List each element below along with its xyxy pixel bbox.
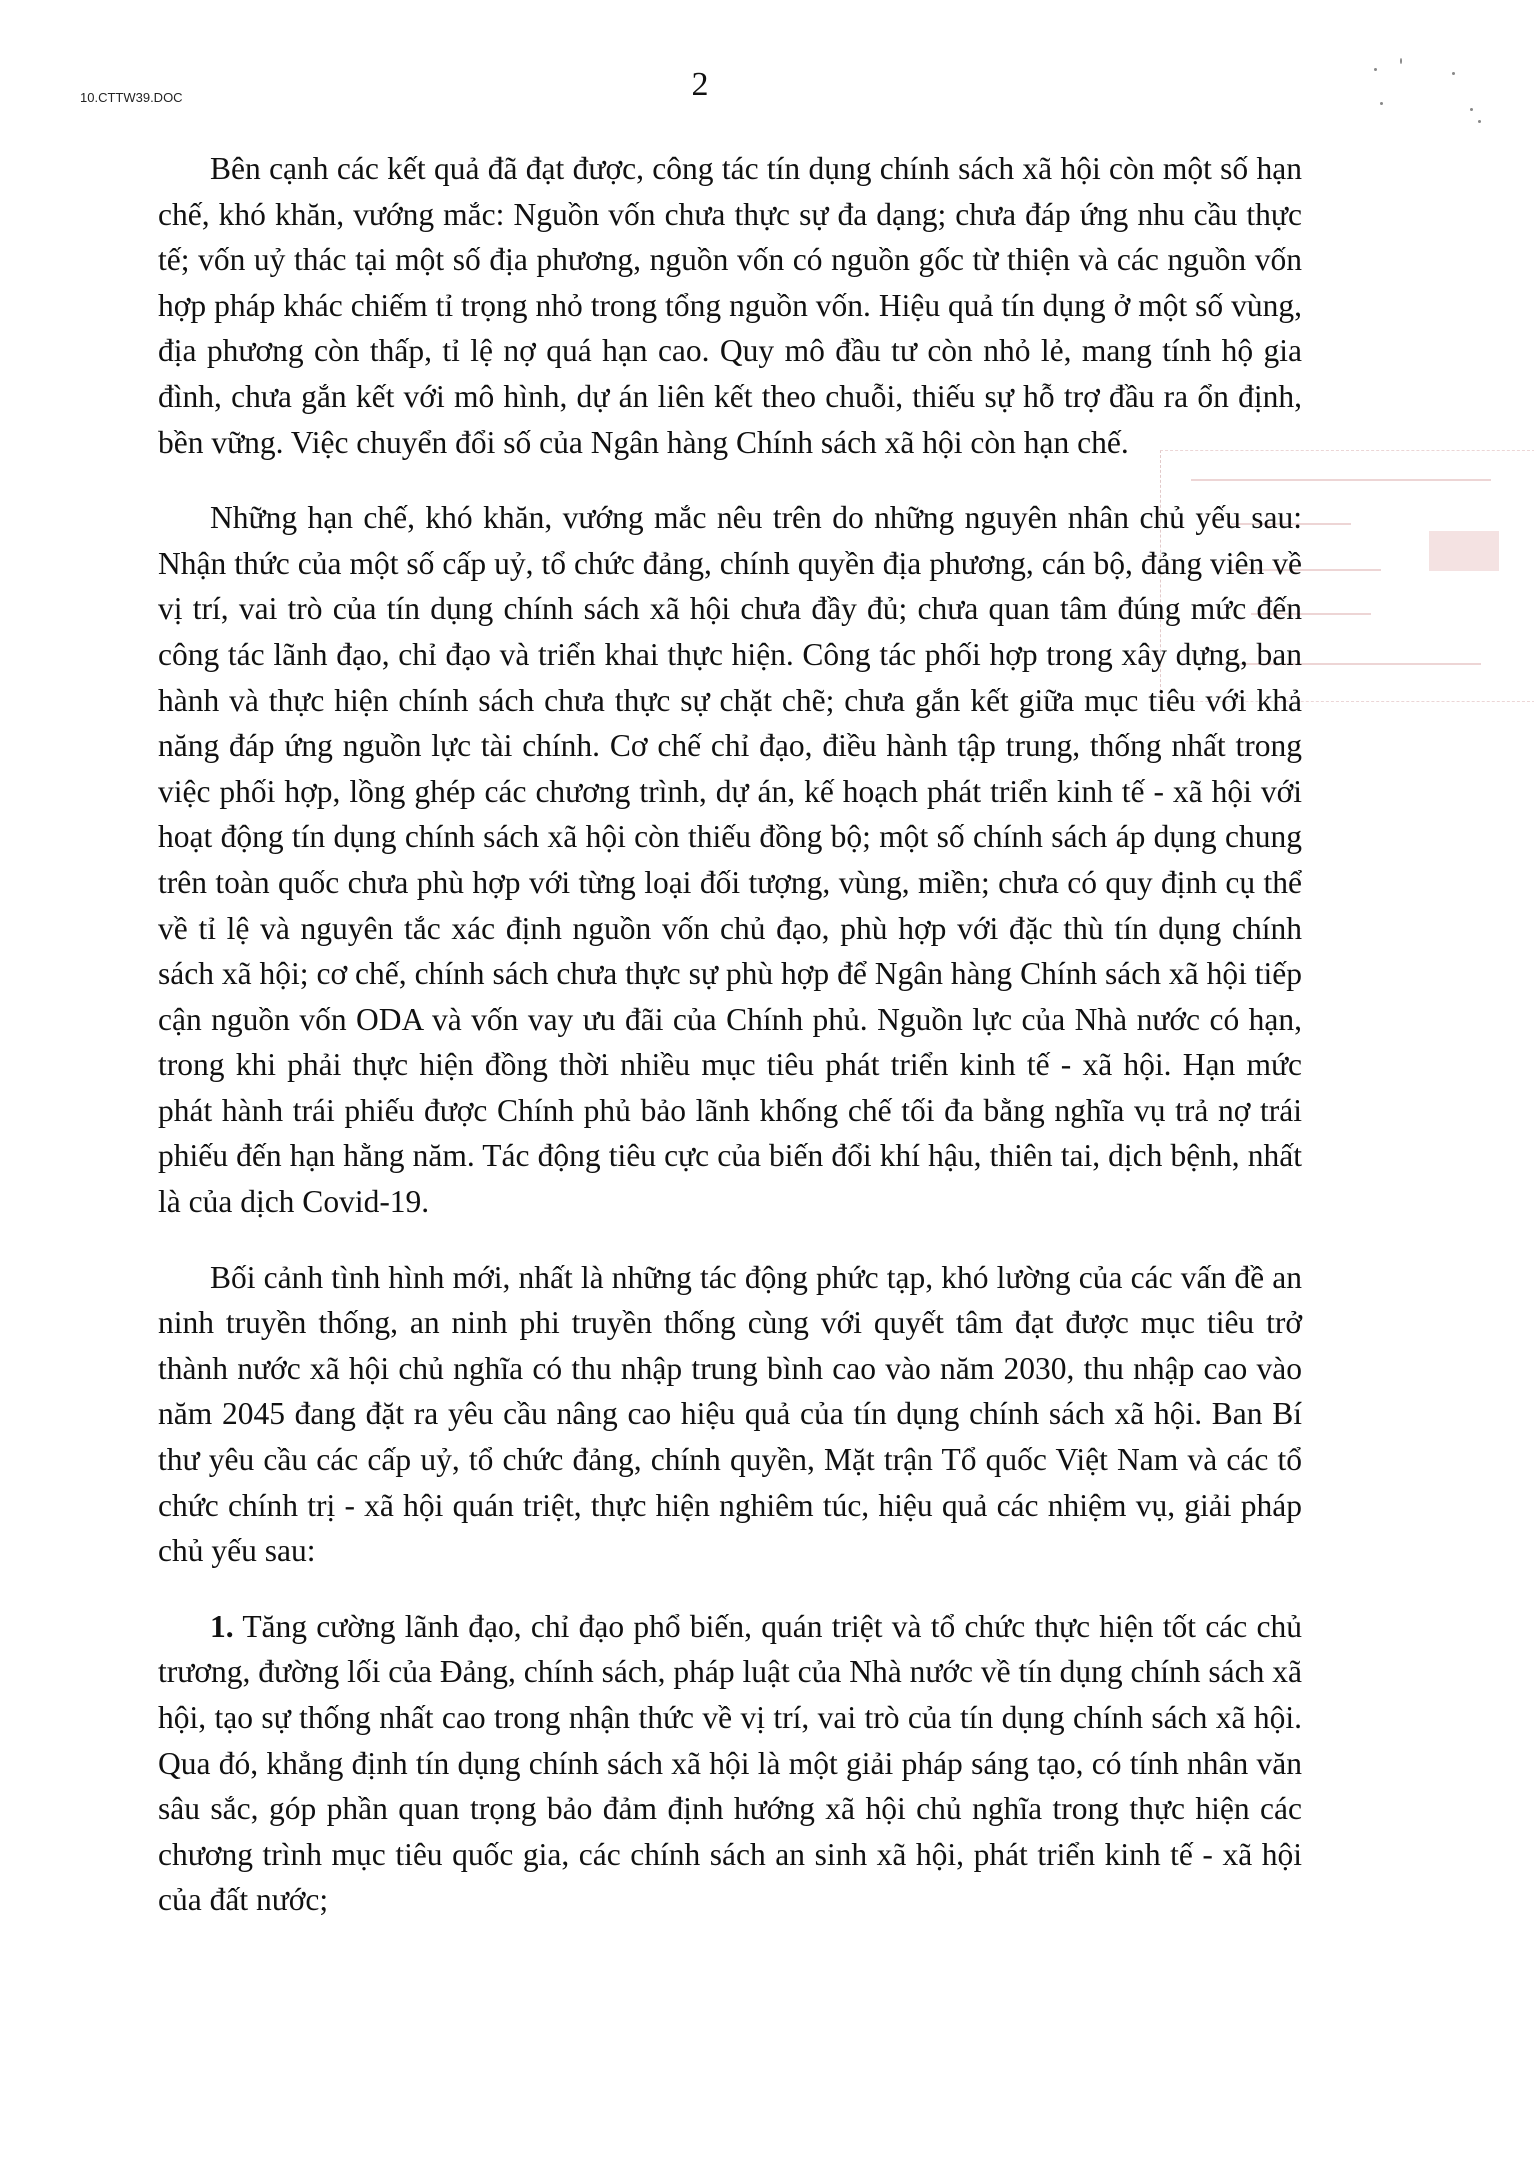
task-item-1-number: 1.: [210, 1608, 234, 1644]
page-number: 2: [691, 66, 709, 103]
paragraph-context: Bối cảnh tình hình mới, nhất là những tác động phức tạp, khó lường của các vấn đề an ninh truyền thống, an ninh phi truyền thống cùng với quyết tâm đạt được mục tiêu trở thành nước xã hội chủ nghĩa có thu nhập trung bình cao vào năm 2030, thu nhập cao vào năm 2045 đang đặt ra yêu cầu nâng cao hiệu quả của tín dụng chính sách xã hội. Ban Bí thư yêu cầu các cấp uỷ, tổ chức đảng, chính quyền, Mặt trận Tổ quốc Việt Nam và các tổ chức chính trị - xã hội quán triệt, thực hiện nghiêm túc, hiệu quả các nhiệm vụ, giải pháp chủ yếu sau:: [158, 1259, 1302, 1569]
task-item-1-text: Tăng cường lãnh đạo, chỉ đạo phổ biến, quán triệt và tổ chức thực hiện tốt các chủ trương, đường lối của Đảng, chính sách, pháp luật của Nhà nước về tín dụng chính sách xã hội, tạo sự thống nhất cao trong nhận thức về vị trí, vai trò của tín dụng chính sách xã hội. Qua đó, khẳng định tín dụng chính sách xã hội là một giải pháp sáng tạo, có tính nhân văn sâu sắc, góp phần quan trọng bảo đảm định hướng xã hội chủ nghĩa trong thực hiện các chương trình mục tiêu quốc gia, các chính sách an sinh xã hội, phát triển kinh tế - xã hội của đất nước;: [158, 1608, 1302, 1918]
paragraph-causes: Những hạn chế, khó khăn, vướng mắc nêu trên do những nguyên nhân chủ yếu sau: Nhận thức của một số cấp uỷ, tổ chức đảng, chính quyền địa phương, cán bộ, đảng viên về vị trí, vai trò của tín dụng chính sách xã hội chưa đầy đủ; chưa quan tâm đúng mức đến công tác lãnh đạo, chỉ đạo và triển khai thực hiện. Công tác phối hợp trong xây dựng, ban hành và thực hiện chính sách chưa thực sự chặt chẽ; chưa gắn kết giữa mục tiêu với khả năng đáp ứng nguồn lực tài chính. Cơ chế chỉ đạo, điều hành tập trung, thống nhất trong việc phối hợp, lồng ghép các chương trình, dự án, kế hoạch phát triển kinh tế - xã hội với hoạt động tín dụng chính sách xã hội còn thiếu đồng bộ; một số chính sách áp dụng chung trên toàn quốc chưa phù hợp với từng loại đối tượng, vùng, miền; chưa có quy định cụ thể về tỉ lệ và nguyên tắc xác định nguồn vốn chủ đạo, phù hợp với đặc thù tín dụng chính sách xã hội; cơ chế, chính sách chưa thực sự phù hợp để Ngân hàng Chính sách xã hội tiếp cận nguồn vốn ODA và vốn vay ưu đãi của Chính phủ. Nguồn lực của Nhà nước có hạn, trong khi phải thực hiện đồng thời nhiều mục tiêu phát triển kinh tế - xã hội. Hạn mức phát hành trái phiếu được Chính phủ bảo lãnh khống chế tối đa bằng nghĩa vụ trả nợ trái phiếu đến hạn hằng năm. Tác động tiêu cực của biến đổi khí hậu, thiên tai, dịch bệnh, nhất là của dịch Covid-19.: [158, 500, 1302, 1220]
document-body: [158, 146, 1302, 1953]
scan-specks: [1360, 50, 1490, 140]
task-item-1: [158, 1604, 1302, 1923]
file-code: 10.CTTW39.DOC: [80, 90, 183, 105]
paragraph-limitations: Bên cạnh các kết quả đã đạt được, công tác tín dụng chính sách xã hội còn một số hạn chế, khó khăn, vướng mắc: Nguồn vốn chưa thực sự đa dạng; chưa đáp ứng nhu cầu thực tế; vốn uỷ thác tại một số địa phương, nguồn vốn có nguồn gốc từ thiện và các nguồn vốn hợp pháp khác chiếm tỉ trọng nhỏ trong tổng nguồn vốn. Hiệu quả tín dụng ở một số vùng, địa phương còn thấp, tỉ lệ nợ quá hạn cao. Quy mô đầu tư còn nhỏ lẻ, mang tính hộ gia đình, chưa gắn kết với mô hình, dự án liên kết theo chuỗi, thiếu sự hỗ trợ đầu ra ổn định, bền vững. Việc chuyển đổi số của Ngân hàng Chính sách xã hội còn hạn chế.: [158, 151, 1302, 460]
